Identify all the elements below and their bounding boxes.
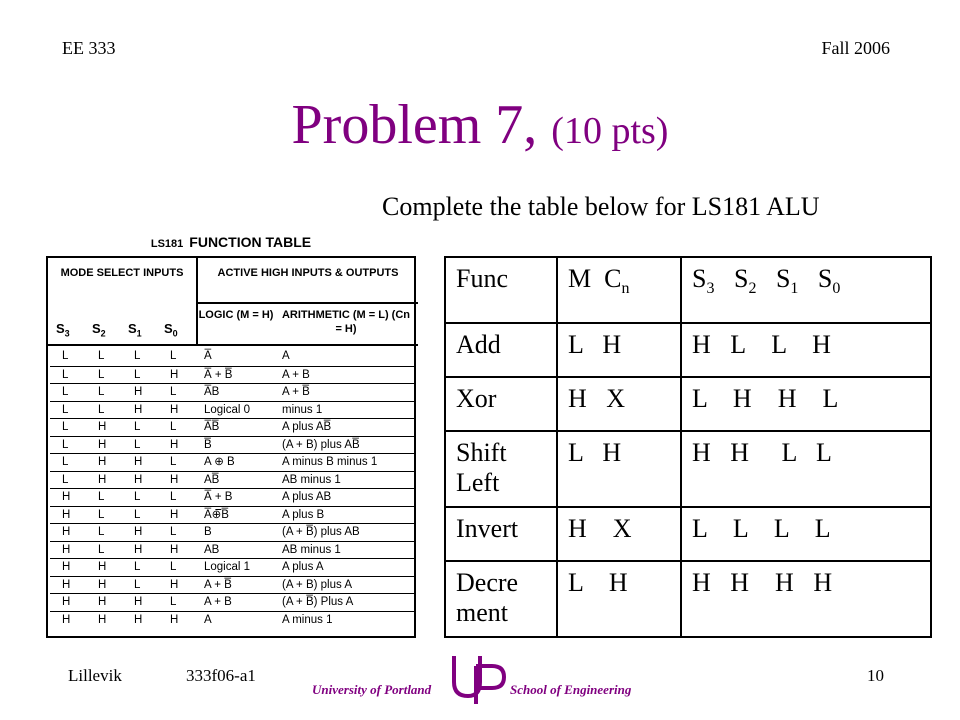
ls181-cell-s2: L xyxy=(98,386,105,398)
course-label: EE 333 xyxy=(62,38,116,58)
answer-row-decrement xyxy=(445,561,931,637)
ls181-cell-arith: A plus B xyxy=(282,508,325,521)
func-cell: Shift Left xyxy=(445,431,557,507)
ls181-table-frame xyxy=(46,256,416,638)
ls181-cell-s2: H xyxy=(98,438,107,451)
slide-number: 10 xyxy=(867,666,884,685)
ls181-cell-s0: L xyxy=(170,491,177,503)
select-cell: H H H H xyxy=(681,561,931,637)
ls181-cell-s3: L xyxy=(62,350,69,362)
ls181-cell-arith: A plus AB̅ xyxy=(282,421,332,433)
ls181-cell-arith: A + B xyxy=(282,368,310,381)
ls181-cell-logic: Logical 1 xyxy=(204,561,251,573)
divider xyxy=(196,302,418,304)
ls181-cell-s3: L xyxy=(62,368,69,381)
s3-label: $S_3$ xyxy=(56,321,70,339)
ls181-cell-logic: A̅ + B xyxy=(204,491,233,503)
ls181-row xyxy=(50,506,416,524)
ls181-cell-s3: L xyxy=(62,473,69,486)
ls181-cell-s1: H xyxy=(134,543,143,556)
ls181-cell-logic: A + B xyxy=(204,596,232,608)
ls181-row xyxy=(50,366,416,384)
logo-university-text: University of Portland xyxy=(312,682,432,697)
answer-header-row xyxy=(445,257,931,323)
func-header: Func xyxy=(445,257,557,323)
ls181-cell-s2: H xyxy=(98,613,107,626)
ls181-cell-s1: L xyxy=(134,508,141,521)
ls181-cell-s2: L xyxy=(98,508,105,521)
mode-carry-cell: L H xyxy=(557,323,681,377)
ls181-cell-s1: L xyxy=(134,368,141,381)
ls181-cell-s2: L xyxy=(98,543,105,556)
select-cell: H L L H xyxy=(681,323,931,377)
ls181-cell-s1: H xyxy=(134,403,143,416)
ls181-cell-arith: minus 1 xyxy=(282,403,323,416)
ls181-cell-logic: A̅ + B̅ xyxy=(204,368,233,381)
ls181-cell-s3: L xyxy=(62,456,69,468)
ls181-rows xyxy=(50,348,416,628)
answer-row-xor xyxy=(445,377,931,431)
ls181-cell-s0: H xyxy=(170,613,179,626)
ls181-row xyxy=(50,348,416,366)
ls181-cell-arith: (A + B) plus A xyxy=(282,578,352,591)
footer-code: 333f06-a1 xyxy=(186,666,256,685)
title-points: (10 pts) xyxy=(551,110,669,152)
logic-header: LOGIC (M = H) xyxy=(198,309,274,321)
divider xyxy=(196,258,198,344)
mode-carry-cell: H X xyxy=(557,507,681,561)
title-main: Problem 7, xyxy=(291,94,538,156)
ls181-cell-s1: H xyxy=(134,386,143,398)
ls181-row xyxy=(50,576,416,594)
logo-school-text: School of Engineering xyxy=(510,682,632,697)
ls181-row xyxy=(50,488,416,506)
ls181-cell-arith: A plus AB xyxy=(282,491,332,503)
ls181-cell-s2: L xyxy=(98,403,105,416)
ls181-cell-s3: L xyxy=(62,403,69,416)
ls181-cell-arith: (A + B) plus AB̅ xyxy=(282,438,360,451)
ls181-cell-s3: L xyxy=(62,421,69,433)
select-header: $S_3$ $S_2$ $S_1$ $S_0$ xyxy=(681,257,931,323)
answer-table xyxy=(444,256,932,638)
ls181-cell-s2: L xyxy=(98,350,105,362)
func-cell: Invert xyxy=(445,507,557,561)
arith-header: ARITHMETIC (M = L) (Cn = H) xyxy=(281,309,410,335)
func-cell: Xor xyxy=(445,377,557,431)
ls181-cell-s0: H xyxy=(170,578,179,591)
ls181-cell-logic: AB xyxy=(204,543,220,556)
ls181-cell-s1: L xyxy=(134,561,141,573)
select-cell: L H H L xyxy=(681,377,931,431)
ls181-table-title: LS181 FUNCTION TABLE xyxy=(150,234,312,250)
ls181-cell-arith: A xyxy=(282,350,290,362)
ls181-cell-logic: B xyxy=(204,526,212,538)
ls181-cell-s2: H xyxy=(98,596,107,608)
ls181-cell-arith: A minus 1 xyxy=(282,613,333,626)
select-cell: H H L L xyxy=(681,431,931,507)
ls181-cell-s1: L xyxy=(134,350,141,362)
ls181-cell-s3: H xyxy=(62,561,71,573)
ls181-cell-s3: H xyxy=(62,508,71,521)
s2-label: $S_2$ xyxy=(92,321,106,339)
select-cell: L L L L xyxy=(681,507,931,561)
mode-carry-cell: H X xyxy=(557,377,681,431)
ls181-cell-logic: A̅ xyxy=(204,350,212,362)
ls181-row xyxy=(50,453,416,471)
ls181-cell-s0: L xyxy=(170,561,177,573)
ls181-cell-s0: H xyxy=(170,543,179,556)
ls181-cell-arith: A plus A xyxy=(282,561,324,573)
ls181-row xyxy=(50,541,416,559)
ls181-row xyxy=(50,611,416,629)
ls181-cell-s0: L xyxy=(170,456,177,468)
ls181-row xyxy=(50,401,416,419)
ls181-cell-s0: L xyxy=(170,386,177,398)
ls181-cell-logic: A xyxy=(204,613,212,626)
up-logo-icon xyxy=(448,652,510,706)
mode-select-header: MODE SELECT INPUTS xyxy=(60,267,184,279)
ls181-row xyxy=(50,418,416,436)
ls181-cell-logic: A̅B̅ xyxy=(204,421,220,433)
ls181-cell-s3: H xyxy=(62,613,71,626)
ls181-cell-arith: (A + B̅) Plus A xyxy=(282,596,354,608)
ls181-cell-logic: B̅ xyxy=(204,438,212,451)
instruction-text: Complete the table below for LS181 ALU xyxy=(382,192,820,221)
ls181-cell-s3: H xyxy=(62,543,71,556)
ls181-cell-s1: H xyxy=(134,456,143,468)
ls181-cell-s0: H xyxy=(170,403,179,416)
ls181-cell-s2: L xyxy=(98,526,105,538)
ls181-function-table xyxy=(44,230,418,642)
term-label: Fall 2006 xyxy=(821,38,890,58)
ls181-cell-s1: L xyxy=(134,438,141,451)
ls181-cell-s1: H xyxy=(134,596,143,608)
ls181-cell-s0: L xyxy=(170,596,177,608)
ls181-cell-s3: H xyxy=(62,578,71,591)
ls181-cell-s1: L xyxy=(134,578,141,591)
ls181-cell-arith: AB minus 1 xyxy=(282,543,341,556)
ls181-cell-s3: L xyxy=(62,386,69,398)
ls181-cell-s1: L xyxy=(134,491,141,503)
ls181-cell-arith: A + B̅ xyxy=(282,386,310,398)
ls181-cell-arith: (A + B̅) plus AB xyxy=(282,526,360,538)
ls181-row xyxy=(50,593,416,611)
ls181-cell-s2: H xyxy=(98,578,107,591)
ls181-cell-s1: H xyxy=(134,526,143,538)
mode-carry-cell: L H xyxy=(557,431,681,507)
ls181-cell-s0: H xyxy=(170,508,179,521)
divider xyxy=(48,344,418,346)
active-high-header: ACTIVE HIGH INPUTS & OUTPUTS xyxy=(217,267,399,279)
ls181-row xyxy=(50,436,416,454)
ls181-cell-s2: L xyxy=(98,491,105,503)
func-cell: Decre ment xyxy=(445,561,557,637)
mode-carry-header: M $C_n$ xyxy=(557,257,681,323)
s0-label: $S_0$ xyxy=(164,321,178,339)
ls181-cell-s2: H xyxy=(98,561,107,573)
ls181-cell-logic: A + B̅ xyxy=(204,578,232,591)
ls181-cell-logic: A̅B xyxy=(204,386,220,398)
answer-row-shift-left xyxy=(445,431,931,507)
ls181-cell-s1: H xyxy=(134,613,143,626)
ls181-row xyxy=(50,471,416,489)
ls181-cell-s0: L xyxy=(170,421,177,433)
ls181-cell-s0: H xyxy=(170,438,179,451)
ls181-cell-s0: L xyxy=(170,350,177,362)
ls181-cell-logic: A ⊕ B xyxy=(204,456,235,468)
ls181-cell-s3: H xyxy=(62,526,71,538)
ls181-cell-s2: L xyxy=(98,368,105,381)
func-cell: Add xyxy=(445,323,557,377)
ls181-cell-logic: Logical 0 xyxy=(204,403,251,416)
s1-label: $S_1$ xyxy=(128,321,142,339)
ls181-cell-s3: H xyxy=(62,491,71,503)
ls181-cell-logic: A̅⊕̅B̅ xyxy=(204,508,229,521)
ls181-cell-s3: L xyxy=(62,438,69,451)
ls181-cell-s1: H xyxy=(134,473,143,486)
ls181-cell-s1: L xyxy=(134,421,141,433)
ls181-cell-s2: H xyxy=(98,473,107,486)
ls181-cell-arith: A minus B minus 1 xyxy=(282,456,378,468)
ls181-cell-s2: H xyxy=(98,421,107,433)
ls181-row xyxy=(50,558,416,576)
ls181-row xyxy=(50,523,416,541)
ls181-cell-logic: AB̅ xyxy=(204,473,220,486)
ls181-cell-s0: H xyxy=(170,368,179,381)
ls181-cell-arith: AB minus 1 xyxy=(282,473,341,486)
ls181-cell-s2: H xyxy=(98,456,107,468)
ls181-cell-s0: L xyxy=(170,526,177,538)
ls181-cell-s3: H xyxy=(62,596,71,608)
mode-carry-cell: L H xyxy=(557,561,681,637)
footer-author: Lillevik xyxy=(68,666,122,685)
answer-row-invert xyxy=(445,507,931,561)
ls181-row xyxy=(50,383,416,401)
slide-title xyxy=(0,92,960,164)
answer-row-add xyxy=(445,323,931,377)
ls181-cell-s0: H xyxy=(170,473,179,486)
